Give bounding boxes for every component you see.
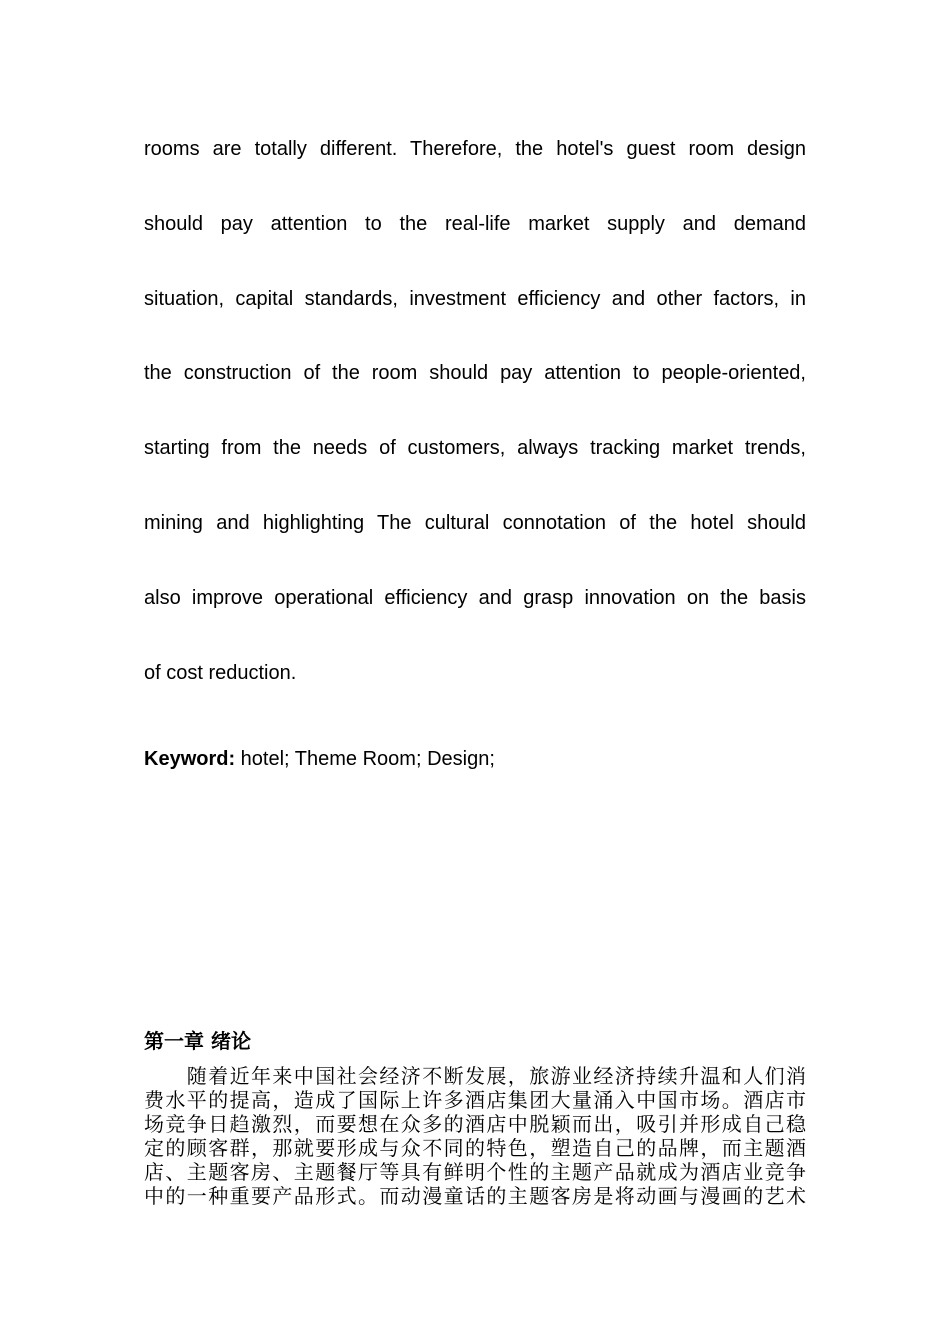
abstract-line: also improve operational efficiency and grasp innovation on the basis <box>144 586 806 609</box>
abstract-line: of cost reduction. <box>144 661 297 684</box>
body-line: 随着近年来中国社会经济不断发展，旅游业经济持续升温和人们消 <box>144 1064 806 1088</box>
body-line: 店、主题客房、主题餐厅等具有鲜明个性的主题产品就成为酒店业竞争 <box>144 1160 806 1184</box>
chapter-body <box>144 1064 806 1208</box>
body-line: 费水平的提高，造成了国际上许多酒店集团大量涌入中国市场。酒店市 <box>144 1088 806 1112</box>
body-line: 场竞争日趋激烈，而要想在众多的酒店中脱颖而出，吸引并形成自己稳 <box>144 1112 806 1136</box>
abstract-line: rooms are totally different. Therefore, the hotel's guest room design <box>144 138 806 160</box>
abstract-line: situation, capital standards, investment efficiency and other factors, in <box>144 287 806 310</box>
body-line: 中的一种重要产品形式。而动漫童话的主题客房是将动画与漫画的艺术 <box>144 1184 806 1208</box>
keyword-values: hotel; Theme Room; Design; <box>235 748 495 770</box>
chapter-title: 第一章 绪论 <box>144 1029 251 1053</box>
keywords <box>144 744 495 774</box>
abstract-line: mining and highlighting The cultural connotation of the hotel should <box>144 511 806 534</box>
abstract-line: should pay attention to the real-life market supply and demand <box>144 212 806 235</box>
english-abstract <box>144 112 806 710</box>
body-line: 定的顾客群，那就要形成与众不同的特色，塑造自己的品牌，而主题酒 <box>144 1136 806 1160</box>
abstract-line: starting from the needs of customers, always tracking market trends, <box>144 437 806 460</box>
abstract-line: the construction of the room should pay attention to people-oriented, <box>144 362 806 385</box>
keyword-label: Keyword: <box>144 748 236 770</box>
